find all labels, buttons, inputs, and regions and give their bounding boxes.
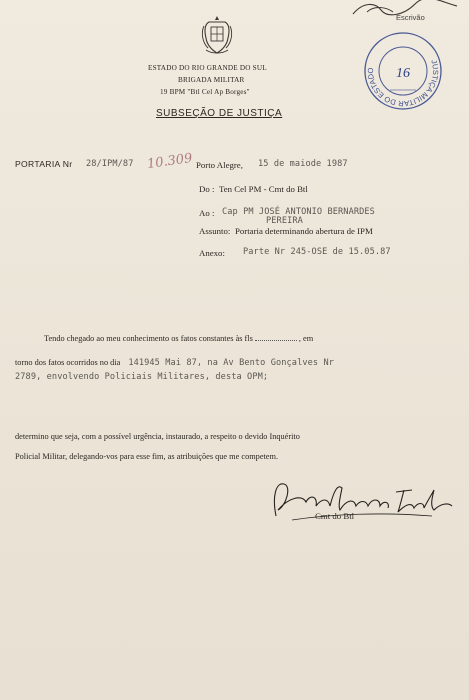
handwritten-signature	[262, 476, 462, 526]
to-value-line2: PEREIRA	[266, 216, 303, 226]
paragraph2-line2: Policial Militar, delegando-vos para esse fim, as atribuições que me competem.	[15, 452, 279, 461]
coat-of-arms-icon	[200, 14, 234, 56]
paragraph1-line2-typed: 141945 Mai 87, na Av Bento Gonçalves Nr	[128, 358, 334, 368]
signature-caption: Cmt do Btl	[315, 511, 355, 521]
portaria-label: PORTARIA Nr	[15, 159, 73, 169]
paragraph1-line1-end: , em	[298, 334, 314, 343]
subject-label: Assunto:	[199, 226, 231, 236]
corner-label: Escrivão	[396, 13, 425, 22]
annex-label: Anexo:	[199, 248, 225, 258]
section-title: SUBSEÇÃO DE JUSTIÇA	[156, 108, 283, 119]
portaria-city: Porto Alegre,	[196, 160, 243, 170]
paragraph1-line1-text: Tendo chegado ao meu conhecimento os fatos constantes às fls	[44, 334, 253, 343]
paragraph1-line1	[44, 334, 313, 343]
from-label: Do :	[199, 184, 215, 194]
annex-value: Parte Nr 245-OSE de 15.05.87	[243, 247, 391, 257]
header-battalion: 19 BPM "Btl Cel Ap Borges"	[160, 88, 250, 96]
header-brigade: BRIGADA MILITAR	[178, 76, 245, 84]
paragraph1-line2-text: torno dos fatos ocorridos no dia	[15, 358, 121, 367]
portaria-date: 15 de maiode 1987	[258, 159, 348, 169]
portaria-handwritten-number: 10.309	[146, 150, 194, 173]
header-state: ESTADO DO RIO GRANDE DO SUL	[148, 64, 267, 72]
to-label: Ao :	[199, 208, 215, 218]
paragraph2-line1: determino que seja, com a possível urgência, instaurado, a respeito o devido Inquérito	[15, 432, 300, 441]
stamp-number: 16	[396, 66, 410, 81]
subject-value: Portaria determinando abertura de IPM	[235, 226, 373, 236]
to-value-line1: Cap PM JOSÉ ANTONIO BERNARDES	[222, 207, 375, 217]
official-stamp	[360, 28, 446, 114]
from-value: Ten Cel PM - Cmt do Btl	[219, 184, 308, 194]
paragraph1-line3: 2789, envolvendo Policiais Militares, desta OPM;	[15, 372, 269, 382]
paragraph1-line2	[15, 352, 334, 370]
fls-blank	[255, 340, 297, 341]
portaria-number: 28/IPM/87	[86, 159, 134, 169]
stamp-ring-text: JUSTIÇA MILITAR DO ESTADO	[365, 58, 441, 109]
